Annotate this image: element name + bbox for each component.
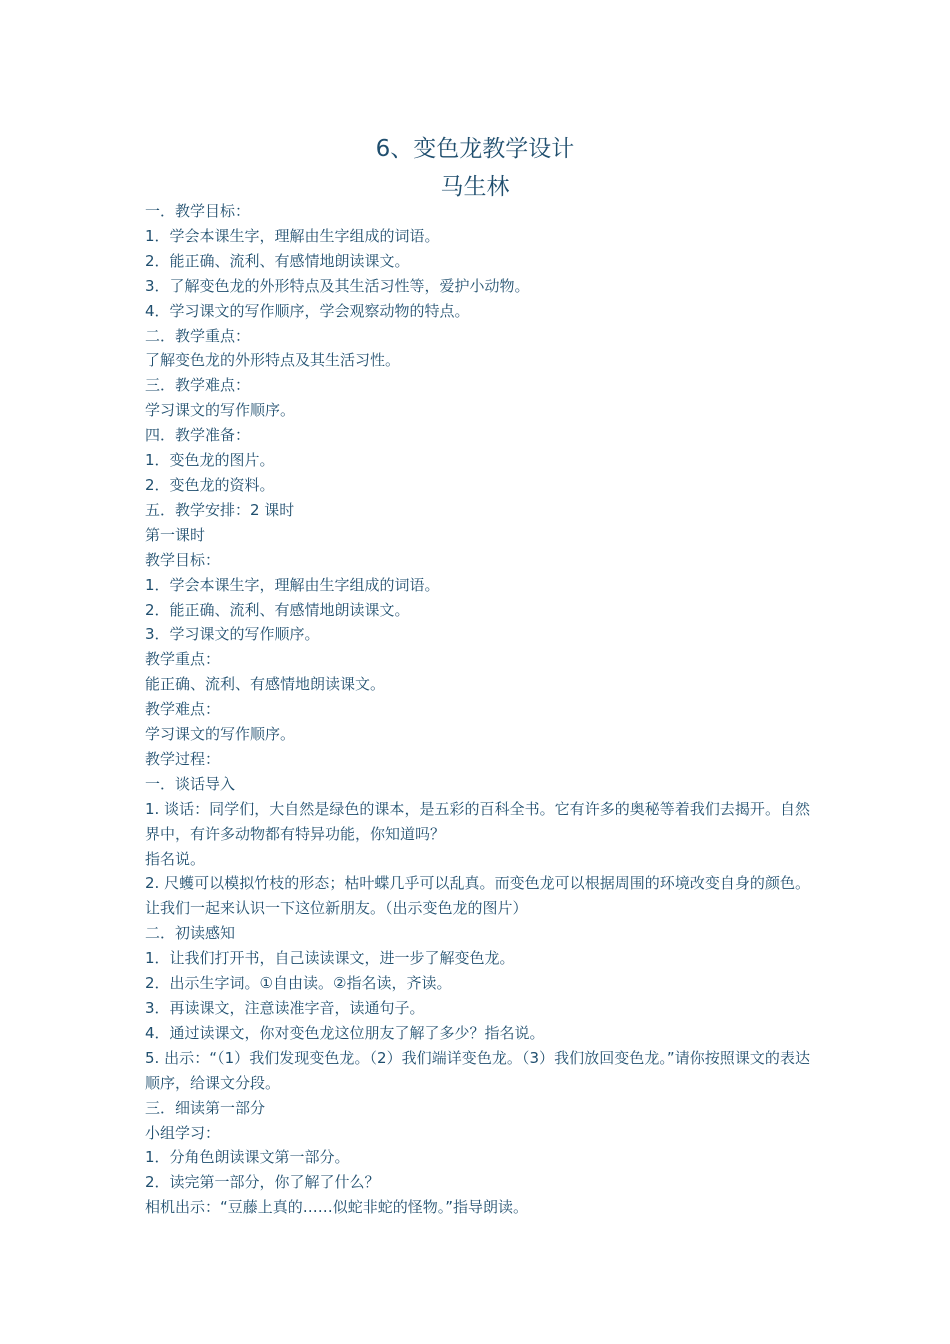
subheading: 教学重点：: [145, 650, 221, 669]
subheading: 小组学习：: [145, 1123, 221, 1142]
paragraph: 5. 出示：“（1）我们发现变色龙。（2）我们端详变色龙。（3）我们放回变色龙。”请你按照课文的表达顺序，给课文分段。: [145, 1048, 810, 1092]
subheading: 教学难点：: [145, 700, 221, 719]
paragraph: 3．学习课文的写作顺序。: [145, 625, 320, 644]
paragraph: 相机出示：“豆藤上真的……似蛇非蛇的怪物。”指导朗读。: [145, 1198, 529, 1217]
paragraph: 学习课文的写作顺序。: [145, 725, 296, 744]
section-heading: 一．教学目标：: [145, 202, 251, 220]
section-heading: 四．教学准备：: [145, 426, 251, 445]
paragraph: 4．学习课文的写作顺序，学会观察动物的特点。: [145, 301, 470, 320]
document-body: [145, 199, 810, 1220]
paragraph: 2．出示生字词。①自由读。②指名读，齐读。: [145, 974, 452, 993]
subheading: 教学目标：: [145, 550, 221, 569]
paragraph: 1．变色龙的图片。: [145, 451, 275, 470]
paragraph: 2. 尺蠖可以模拟竹枝的形态；枯叶蝶几乎可以乱真。而变色龙可以根据周围的环境改变自身的颜色。让我们一起来认识一下这位新朋友。（出示变色龙的图片）: [145, 874, 810, 918]
paragraph: 2．能正确、流利、有感情地朗读课文。: [145, 600, 410, 619]
paragraph: 学习课文的写作顺序。: [145, 401, 296, 420]
paragraph: 4．通过读课文，你对变色龙这位朋友了解了多少？指名说。: [145, 1023, 545, 1042]
section-heading: 二．初读感知: [145, 924, 236, 943]
document-title: 6、变色龙教学设计: [375, 136, 575, 162]
document-author: 马生林: [440, 174, 510, 200]
paragraph: 1．学会本课生字，理解由生字组成的词语。: [145, 575, 440, 594]
paragraph: 3．了解变色龙的外形特点及其生活习性等，爱护小动物。: [145, 276, 530, 295]
paragraph: 2．变色龙的资料。: [145, 475, 275, 494]
paragraph: 2．能正确、流利、有感情地朗读课文。: [145, 251, 410, 270]
paragraph: 1．分角色朗读课文第一部分。: [145, 1148, 350, 1167]
subheading: 第一课时: [145, 525, 206, 544]
subheading: 教学过程：: [145, 749, 221, 768]
section-heading: 二．教学重点：: [145, 326, 251, 345]
paragraph: 3．再读课文，注意读准字音，读通句子。: [145, 999, 425, 1017]
paragraph: 1．让我们打开书，自己读读课文，进一步了解变色龙。: [145, 949, 515, 968]
paragraph: 能正确、流利、有感情地朗读课文。: [145, 675, 386, 694]
section-heading: 五．教学安排：2 课时: [145, 500, 295, 519]
paragraph: 了解变色龙的外形特点及其生活习性。: [145, 351, 401, 370]
section-heading: 三．细读第一部分: [145, 1098, 266, 1117]
paragraph: 指名说。: [145, 849, 206, 868]
paragraph: 2．读完第一部分，你了解了什么？: [145, 1173, 380, 1192]
paragraph: 1．学会本课生字，理解由生字组成的词语。: [145, 226, 440, 245]
section-heading: 三．教学难点：: [145, 376, 251, 395]
paragraph: 1. 谈话：同学们，大自然是绿色的课本，是五彩的百科全书。它有许多的奥秘等着我们去揭开。自然界中，有许多动物都有特异功能，你知道吗？: [145, 799, 810, 843]
section-heading: 一．谈话导入: [145, 774, 236, 793]
